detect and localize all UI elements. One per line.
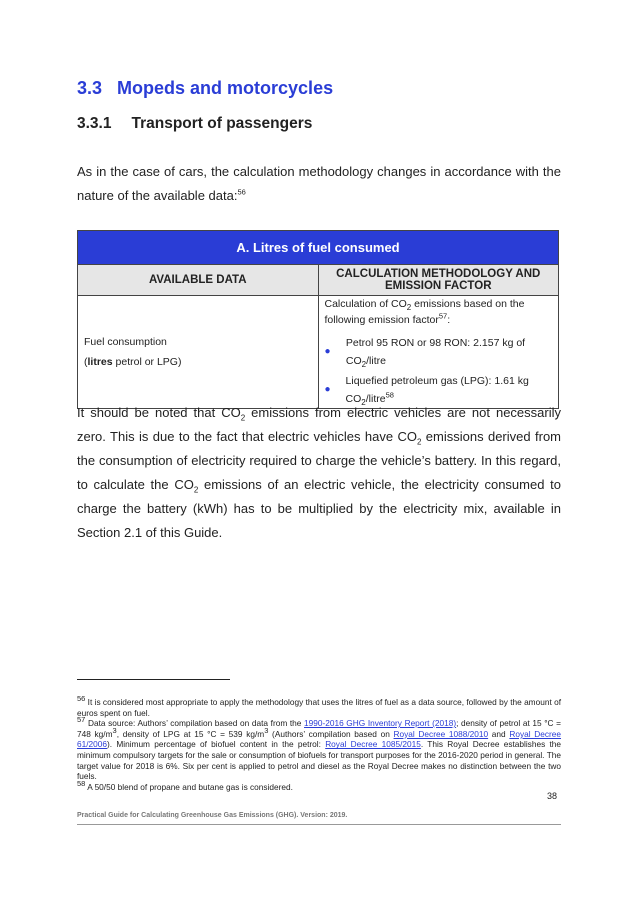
method-pre: Calculation of CO (324, 298, 407, 310)
bullet-icon: ● (324, 346, 331, 357)
section-number: 3.3 (77, 78, 103, 98)
footnote-number: 56 (77, 694, 86, 704)
footnote-text: ). Minimum percentage of biofuel content in the petrol: (107, 739, 326, 750)
available-data-cell (78, 296, 319, 409)
emission-factor-table (77, 230, 559, 409)
data-line-2 (84, 352, 312, 372)
methodology-cell (318, 296, 559, 409)
table-title: A. Litres of fuel consumed (78, 231, 559, 265)
footnote-58 (77, 778, 561, 793)
footnote-text: . This Royal Decree establishes the minimum compulsory targets for the sale or consumption of biofuels for transport purposes for the 2016-2020 period in general. The target value for 2018 is 6%. Six per cent is applied to petrol and diesel as the Royal Decree makes no distinction between the two fuels. (77, 739, 562, 782)
para-text-1: It should be noted that CO (77, 405, 241, 420)
link-royal-decree-1085-2015[interactable]: Royal Decree 1085/2015 (325, 739, 421, 750)
data-bold-litres: litres (87, 356, 113, 368)
footnote-text: , density of LPG at 15 °C = 539 kg/m (116, 728, 265, 739)
para-text-2: emissions from electric vehicles are not necessarily zero. This is due to the fact that electric vehicles have CO (77, 405, 561, 444)
footnote-ref-57[interactable]: 57 (438, 311, 448, 321)
footer-divider (77, 824, 561, 825)
bullet-sub: 2 (361, 398, 366, 408)
footer-text: Practical Guide for Calculating Greenhouse Gas Emissions (GHG). Version: 2019. (77, 812, 348, 819)
electric-vehicles-paragraph (77, 401, 561, 545)
footnote-text: and (488, 728, 510, 739)
para-sub-3: 2 (193, 485, 199, 495)
column-header-methodology: CALCULATION METHODOLOGY AND EMISSION FACTOR (318, 265, 559, 296)
footnote-56 (77, 694, 561, 718)
data-rest: petrol or LPG) (112, 356, 182, 368)
superscript: 3 (112, 726, 117, 736)
column-header-available-data: AVAILABLE DATA (78, 265, 319, 296)
bullet-pre: Petrol 95 RON or 98 RON: 2.157 kg of CO (345, 337, 526, 367)
link-royal-decree-1088-2010[interactable]: Royal Decree 1088/2010 (393, 728, 489, 739)
method-end: : (447, 314, 451, 326)
bullet-post: /litre (366, 355, 386, 367)
bullet-sub: 2 (361, 360, 367, 370)
footnote-text: A 50/50 blend of propane and butane gas is considered. (85, 781, 293, 792)
section-title: Mopeds and motorcycles (117, 78, 334, 98)
bullet-icon: ● (324, 384, 331, 395)
section-heading (77, 78, 333, 99)
para-sub-1: 2 (240, 413, 246, 423)
footnote-number: 58 (77, 778, 86, 788)
bullet-pre: Liquefied petroleum gas (LPG): 1.61 kg CO (345, 375, 529, 405)
bullet-post: /litre (365, 393, 386, 405)
footnote-ref-58[interactable]: 58 (385, 390, 394, 400)
intro-paragraph (77, 160, 561, 208)
subsection-number: 3.3.1 (77, 115, 112, 132)
footnote-number: 57 (77, 715, 86, 725)
footnotes (77, 694, 562, 792)
methodology-text (325, 296, 553, 328)
footnote-ref-56[interactable]: 56 (237, 187, 246, 197)
footnote-text: ; density of petrol at 15 °C = 748 kg/m (77, 718, 561, 739)
footnote-text: Data source: Authors’ compilation based on data from the (85, 718, 305, 729)
data-paren: ( (84, 356, 88, 368)
link-royal-decree-61-2006[interactable]: Royal Decree 61/2006 (77, 728, 561, 750)
link-ghg-inventory-report[interactable]: 1990-2016 GHG Inventory Report (2018) (304, 718, 457, 729)
page-number: 38 (547, 791, 558, 801)
list-item (325, 334, 553, 370)
intro-text: As in the case of cars, the calculation methodology changes in accordance with the nature of the available data: (77, 164, 561, 203)
subsection-heading (77, 115, 312, 133)
superscript: 3 (264, 726, 269, 736)
method-sub: 2 (406, 303, 412, 313)
footnote-text: It is considered most appropriate to apply the methodology that uses the litres of fuel as a data source, followed by the amount of euros spent on fuel. (77, 697, 561, 718)
bullet-text (346, 334, 552, 370)
subsection-title: Transport of passengers (131, 115, 313, 132)
footnote-separator (77, 679, 230, 680)
data-line-1: Fuel consumption (84, 336, 167, 348)
para-text-3: emissions derived from the consumption of electricity required to charge the vehicle’s battery. In this regard, to calculate the CO (77, 429, 561, 492)
method-post: emissions based on the following emission factor (324, 298, 525, 326)
footnote-text: (Authors’ compilation based on (268, 728, 394, 739)
para-text-4: emissions of an electric vehicle, the electricity consumed to charge the battery (kWh) has to be multiplied by the electricity mix, available in Section 2.1 of this Guide. (77, 477, 561, 540)
footnote-57 (77, 715, 562, 782)
para-sub-2: 2 (416, 437, 422, 447)
